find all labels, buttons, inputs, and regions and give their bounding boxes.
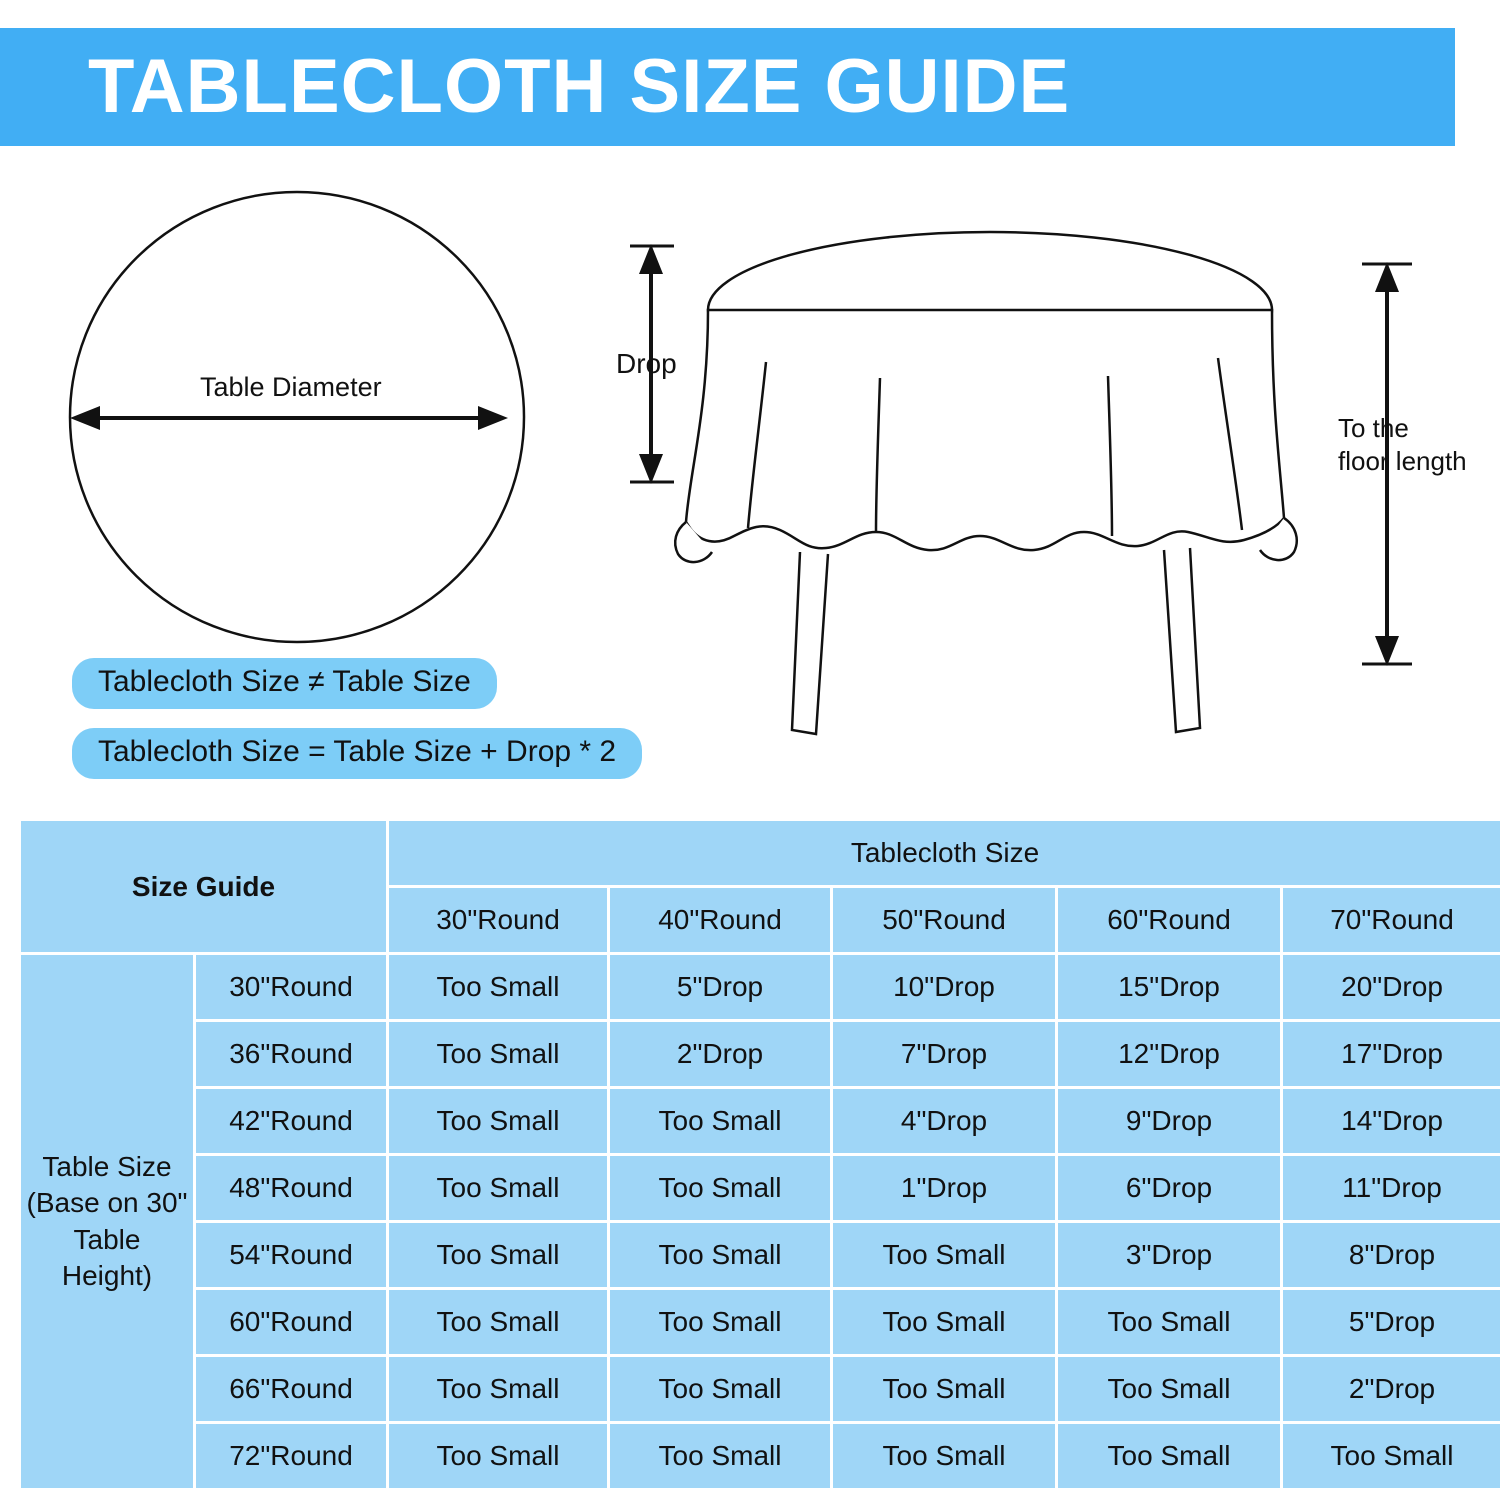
cell-30-70: 20"Drop [1283,955,1500,1019]
cell-72-50: Too Small [833,1424,1055,1488]
table-row [21,955,1500,1019]
cell-60-70: 5"Drop [1283,1290,1500,1354]
cell-66-60: Too Small [1058,1357,1280,1421]
table-size-side-header [21,955,193,1488]
cell-60-50: Too Small [833,1290,1055,1354]
cell-30-50: 10"Drop [833,955,1055,1019]
cell-48-30: Too Small [389,1156,607,1220]
cell-42-60: 9"Drop [1058,1089,1280,1153]
cell-36-70: 17"Drop [1283,1022,1500,1086]
row-head-48: 48"Round [196,1156,386,1220]
cell-48-50: 1"Drop [833,1156,1055,1220]
table-row [21,1089,1500,1153]
cell-72-40: Too Small [610,1424,830,1488]
side-header-line1: Table Size [42,1150,172,1182]
row-head-66: 66"Round [196,1357,386,1421]
cell-60-30: Too Small [389,1290,607,1354]
table-row [21,1424,1500,1488]
table-row [21,1223,1500,1287]
column-head-60: 60"Round [1058,888,1280,952]
cell-66-50: Too Small [833,1357,1055,1421]
size-guide-table-wrap [18,818,1482,1491]
cell-66-30: Too Small [389,1357,607,1421]
row-head-30: 30"Round [196,955,386,1019]
floor-length-label-line2: floor length [1338,445,1467,476]
table-row [21,1357,1500,1421]
column-head-30: 30"Round [389,888,607,952]
cell-54-30: Too Small [389,1223,607,1287]
header-bar [0,28,1455,146]
column-head-40: 40"Round [610,888,830,952]
table-row [21,1022,1500,1086]
cell-48-70: 11"Drop [1283,1156,1500,1220]
cell-60-40: Too Small [610,1290,830,1354]
size-guide-title: Size Guide [21,821,386,952]
cell-54-60: 3"Drop [1058,1223,1280,1287]
note-tablecloth-not-equal: Tablecloth Size ≠ Table Size [72,658,497,709]
column-head-70: 70"Round [1283,888,1500,952]
cell-42-50: 4"Drop [833,1089,1055,1153]
cell-30-40: 5"Drop [610,955,830,1019]
side-header-line3: Table Height) [61,1223,153,1291]
cell-72-70: Too Small [1283,1424,1500,1488]
cell-30-30: Too Small [389,955,607,1019]
cell-48-60: 6"Drop [1058,1156,1280,1220]
cell-60-60: Too Small [1058,1290,1280,1354]
cell-54-50: Too Small [833,1223,1055,1287]
cell-66-40: Too Small [610,1357,830,1421]
floor-length-label-line1: To the [1338,413,1409,443]
row-head-42: 42"Round [196,1089,386,1153]
draped-table-illustration [675,232,1297,734]
tablecloth-size-header: Tablecloth Size [389,821,1500,885]
cell-48-40: Too Small [610,1156,830,1220]
cell-36-30: Too Small [389,1022,607,1086]
side-header-line2: (Base on 30" [26,1187,188,1219]
column-head-50: 50"Round [833,888,1055,952]
table-diameter-label: Table Diameter [200,372,382,402]
cell-54-70: 8"Drop [1283,1223,1500,1287]
table-row-title [21,821,1500,885]
note-tablecloth-formula: Tablecloth Size = Table Size + Drop * 2 [72,728,642,779]
diagram-svg [0,150,1500,810]
drop-label: Drop [616,348,677,379]
illustration-area [0,150,1500,800]
cell-36-50: 7"Drop [833,1022,1055,1086]
floor-length-label [1338,412,1467,477]
cell-30-60: 15"Drop [1058,955,1280,1019]
size-guide-table [18,818,1500,1491]
row-head-60: 60"Round [196,1290,386,1354]
row-head-36: 36"Round [196,1022,386,1086]
row-head-72: 72"Round [196,1424,386,1488]
cell-42-30: Too Small [389,1089,607,1153]
table-row [21,1290,1500,1354]
cell-42-40: Too Small [610,1089,830,1153]
table-row [21,1156,1500,1220]
cell-36-40: 2"Drop [610,1022,830,1086]
cell-72-30: Too Small [389,1424,607,1488]
cell-36-60: 12"Drop [1058,1022,1280,1086]
cell-42-70: 14"Drop [1283,1089,1500,1153]
row-head-54: 54"Round [196,1223,386,1287]
cell-66-70: 2"Drop [1283,1357,1500,1421]
page-title: TABLECLOTH SIZE GUIDE [88,44,1071,129]
cell-72-60: Too Small [1058,1424,1280,1488]
cell-54-40: Too Small [610,1223,830,1287]
